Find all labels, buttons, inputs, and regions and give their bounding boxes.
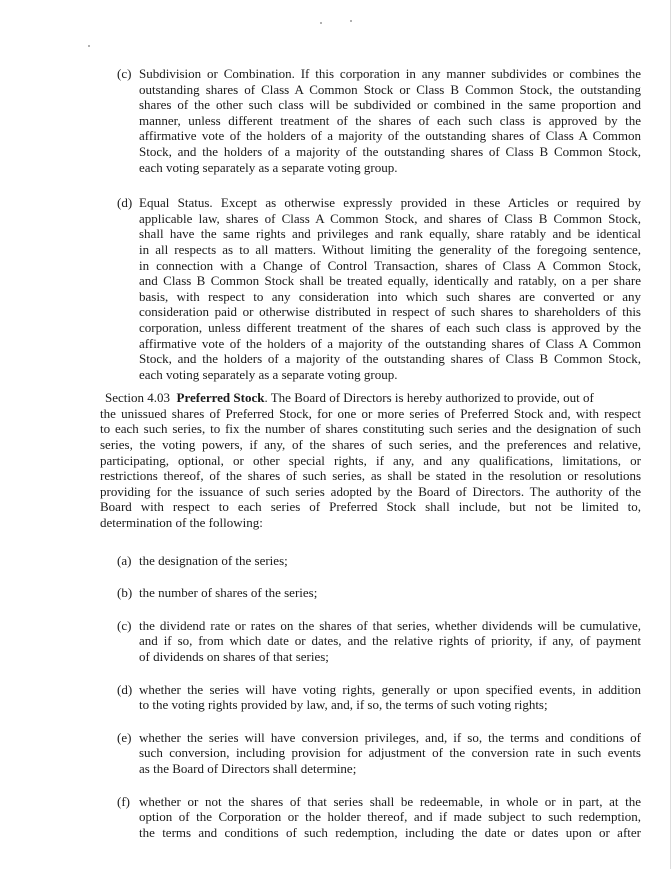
text-line: Stock, and the holders of a majority of the outstanding shares of Class B Common Stock, xyxy=(139,143,641,159)
text-line: to each such series, to fix the number of shares constituting such series and the designation of such xyxy=(100,421,641,437)
text-line: Board with respect to each series of Preferred Stock shall include, but not be limited to, xyxy=(100,499,641,515)
text-line: option of the Corporation or the holder thereof, and if made subject to such redemption, xyxy=(139,809,641,825)
list-item-text xyxy=(139,195,641,382)
text-line: determination of the following: xyxy=(100,515,263,531)
text-line: the terms and conditions of such redemption, including the date or dates upon or after xyxy=(139,824,641,840)
list-label: (f) xyxy=(117,793,130,809)
text-line: manner, unless different treatment of the shares of each such class is approved by the xyxy=(139,112,641,128)
scan-speck xyxy=(350,20,352,22)
list-label: (c) xyxy=(117,617,132,633)
text-line: consideration paid or otherwise distributed in respect of such shares to shareholders of this xyxy=(139,304,641,320)
text-line: affirmative vote of the holders of a majority of the outstanding shares of Class A Common xyxy=(139,128,641,144)
text-line: the dividend rate or rates on the shares of that series, whether dividends will be cumulative, xyxy=(139,617,641,633)
document-page xyxy=(0,66,671,840)
section-4-03 xyxy=(100,390,641,530)
text-line: and if so, from which date or dates, and the relative rights of priority, if any, of payment xyxy=(139,633,641,649)
list-item xyxy=(117,730,641,777)
text-line: Stock, and the holders of a majority of the outstanding shares of Class B Common Stock, xyxy=(139,351,641,367)
text-line: shares of the other such class will be subdivided or combined in the same proportion and xyxy=(139,97,641,113)
text-line: shall have the same rights and privileges and rank equally, share ratably and be identical xyxy=(139,226,641,242)
text-line: whether the series will have conversion privileges, and, if so, the terms and conditions of xyxy=(139,729,641,745)
text-line: in connection with a Change of Control Transaction, shares of Class A Common Stock, xyxy=(139,257,641,273)
list-item xyxy=(117,682,641,713)
list-label: (c) xyxy=(117,66,132,81)
list-item xyxy=(117,66,641,175)
list-label: (b) xyxy=(117,585,133,601)
text-line: such conversion, including provision for adjustment of the conversion rate in such events xyxy=(139,745,641,761)
text-line: in all respects as to all matters. Without limiting the generality of the foregoing sentence, xyxy=(139,241,641,257)
text-line: the number of shares of the series; xyxy=(139,585,318,601)
scan-speck xyxy=(320,22,322,24)
text-line: Equal Status. Except as otherwise expressly provided in these Articles or required by xyxy=(139,195,641,211)
list-label: (a) xyxy=(117,552,132,568)
list-item xyxy=(117,585,641,601)
text-line: outstanding shares of Class A Common Stock or Class B Common Stock, the outstanding xyxy=(139,81,641,97)
text-line: basis, with respect to any consideration into which such shares are converted or any xyxy=(139,288,641,304)
section-first-line xyxy=(100,390,641,406)
text-line: affirmative vote of the holders of a majority of the outstanding shares of Class A Common xyxy=(139,335,641,351)
text-line: the designation of the series; xyxy=(139,552,288,568)
text-line: the unissued shares of Preferred Stock, for one or more series of Preferred Stock and, with respect xyxy=(100,405,641,421)
list-label: (d) xyxy=(117,195,133,211)
list-item xyxy=(117,794,641,841)
list-item-text xyxy=(139,585,641,601)
section-heading: Preferred Stock xyxy=(176,390,265,406)
text-line: whether the series will have voting rights, generally or upon specified events, in addition xyxy=(139,681,641,697)
list-item-text xyxy=(139,682,641,713)
text-line: each voting separately as a separate voting group. xyxy=(139,366,398,382)
list-item-text xyxy=(139,618,641,665)
list-item-text xyxy=(139,730,641,777)
list-label: (e) xyxy=(117,729,132,745)
list-label: (d) xyxy=(117,681,133,697)
section-number: Section 4.03 xyxy=(105,390,170,406)
section-text: . The Board of Directors is hereby authorized to provide, out of xyxy=(264,390,594,406)
text-line: corporation, unless different treatment of the shares of each such class is approved by the xyxy=(139,319,641,335)
text-line: of dividends on shares of that series; xyxy=(139,649,329,664)
text-line: whether or not the shares of that series shall be redeemable, in whole or in part, at the xyxy=(139,793,641,809)
list-item xyxy=(117,553,641,569)
text-line: providing for the issuance of such series adopted by the Board of Directors. The authority of the xyxy=(100,483,641,499)
text-line: and Class B Common Stock shall be treated equally, identically and ratably, on a per share xyxy=(139,273,641,289)
list-item-text xyxy=(139,794,641,841)
scan-speck xyxy=(88,45,90,47)
text-line: Subdivision or Combination. If this corporation in any manner subdivides or combines the xyxy=(139,66,641,81)
text-line: series, the voting powers, if any, of the shares of such series, and the preferences and relative, xyxy=(100,437,641,453)
text-line: as the Board of Directors shall determine; xyxy=(139,760,357,776)
text-line: restrictions thereof, of the shares of such series, as shall be stated in the resolution or resolutions xyxy=(100,468,641,484)
list-item-text xyxy=(139,553,641,569)
list-item-text xyxy=(139,66,641,175)
text-line: to the voting rights provided by law, and, if so, the terms of such voting rights; xyxy=(139,697,548,713)
text-line: each voting separately as a separate voting group. xyxy=(139,159,398,175)
list-item xyxy=(117,618,641,665)
list-item xyxy=(117,195,641,382)
text-line: applicable law, shares of Class A Common Stock, and shares of Class B Common Stock, xyxy=(139,210,641,226)
text-line: participating, optional, or other special rights, if any, and any qualifications, limitations, or xyxy=(100,452,641,468)
